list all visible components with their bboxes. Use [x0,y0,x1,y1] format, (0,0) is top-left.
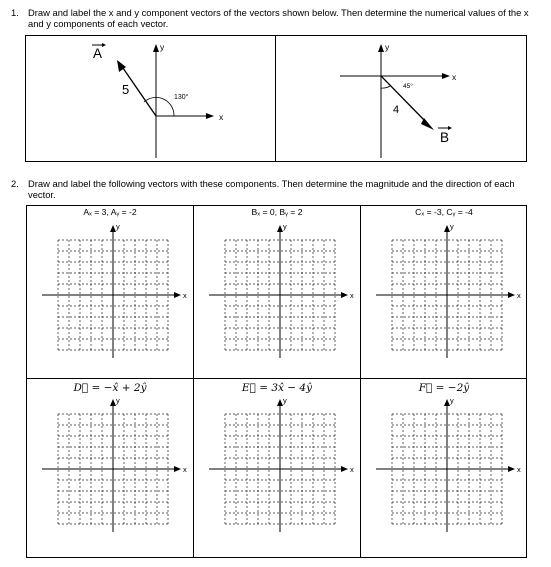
x-axis-label: x [350,291,354,300]
y-axis-label: y [116,222,120,231]
grid-plot-5 [197,392,357,542]
table-divider [193,206,194,557]
cell-6-label: F⃗ = −2ŷ [418,382,470,394]
cell-1-label: Aₓ = 3, Aᵧ = -2 [83,207,137,217]
grid-plot-2 [197,218,357,368]
x-axis-label: x [517,291,521,300]
question-2-number: 2. [11,178,19,189]
question-1-figure-box [25,35,527,162]
angle-arc [381,86,390,88]
y-axis-label: y [385,42,390,52]
cell-2-label: Bₓ = 0, Bᵧ = 2 [251,207,303,217]
question-1-number: 1. [11,7,19,18]
x-axis-label: x [183,465,187,474]
vector-a-overline-arrow [102,43,106,47]
angle-label: 45° [403,83,413,90]
x-axis-label: x [452,72,457,82]
magnitude-label: 4 [393,104,400,116]
grid-plot-3 [364,218,524,368]
cell-3-label: Cₓ = -3, Cᵧ = -4 [415,207,473,217]
y-axis-label: y [450,222,454,231]
grid-plot-1 [30,218,190,368]
x-axis-arrow [341,292,348,298]
question-1-text: Draw and label the x and y component vectors of the vectors shown below. Then determine the numerical values of the x and y components of each vector. [28,7,529,29]
x-axis-arrow [341,466,348,472]
x-axis-label: x [517,465,521,474]
x-axis-arrow [174,292,181,298]
x-axis-arrow [442,73,450,79]
vector-a-label: A [93,46,103,61]
x-axis-arrow [508,292,515,298]
x-axis-label: x [350,465,354,474]
y-axis-label: y [283,396,287,405]
vector-b-label: B [440,130,450,145]
cell-4-label: D⃗ = −x̂ + 2ŷ [73,382,147,394]
x-axis-label: x [183,291,187,300]
vector-a-diagram [26,36,274,161]
y-axis-arrow [153,44,159,52]
question-2-grid-table [26,205,527,558]
x-axis-arrow [206,113,214,119]
y-axis-label: y [116,396,120,405]
angle-label: 130° [174,94,189,101]
y-axis-label: y [283,222,287,231]
y-axis-arrow [378,44,384,52]
vector-b-diagram [276,36,528,161]
grid-plot-4 [30,392,190,542]
y-axis-label: y [160,42,165,52]
angle-arc [144,97,174,116]
cell-5-label: E⃗ = 3x̂ − 4ŷ [241,382,313,394]
x-axis-arrow [508,466,515,472]
table-divider [360,206,361,557]
grid-plot-6 [364,392,524,542]
question-2-text: Draw and label the following vectors with these components. Then determine the magnitude and the direction of each vector. [28,178,515,200]
x-axis-label: x [219,112,224,122]
magnitude-label: 5 [122,82,130,97]
y-axis-label: y [450,396,454,405]
x-axis-arrow [174,466,181,472]
table-divider [27,378,526,379]
